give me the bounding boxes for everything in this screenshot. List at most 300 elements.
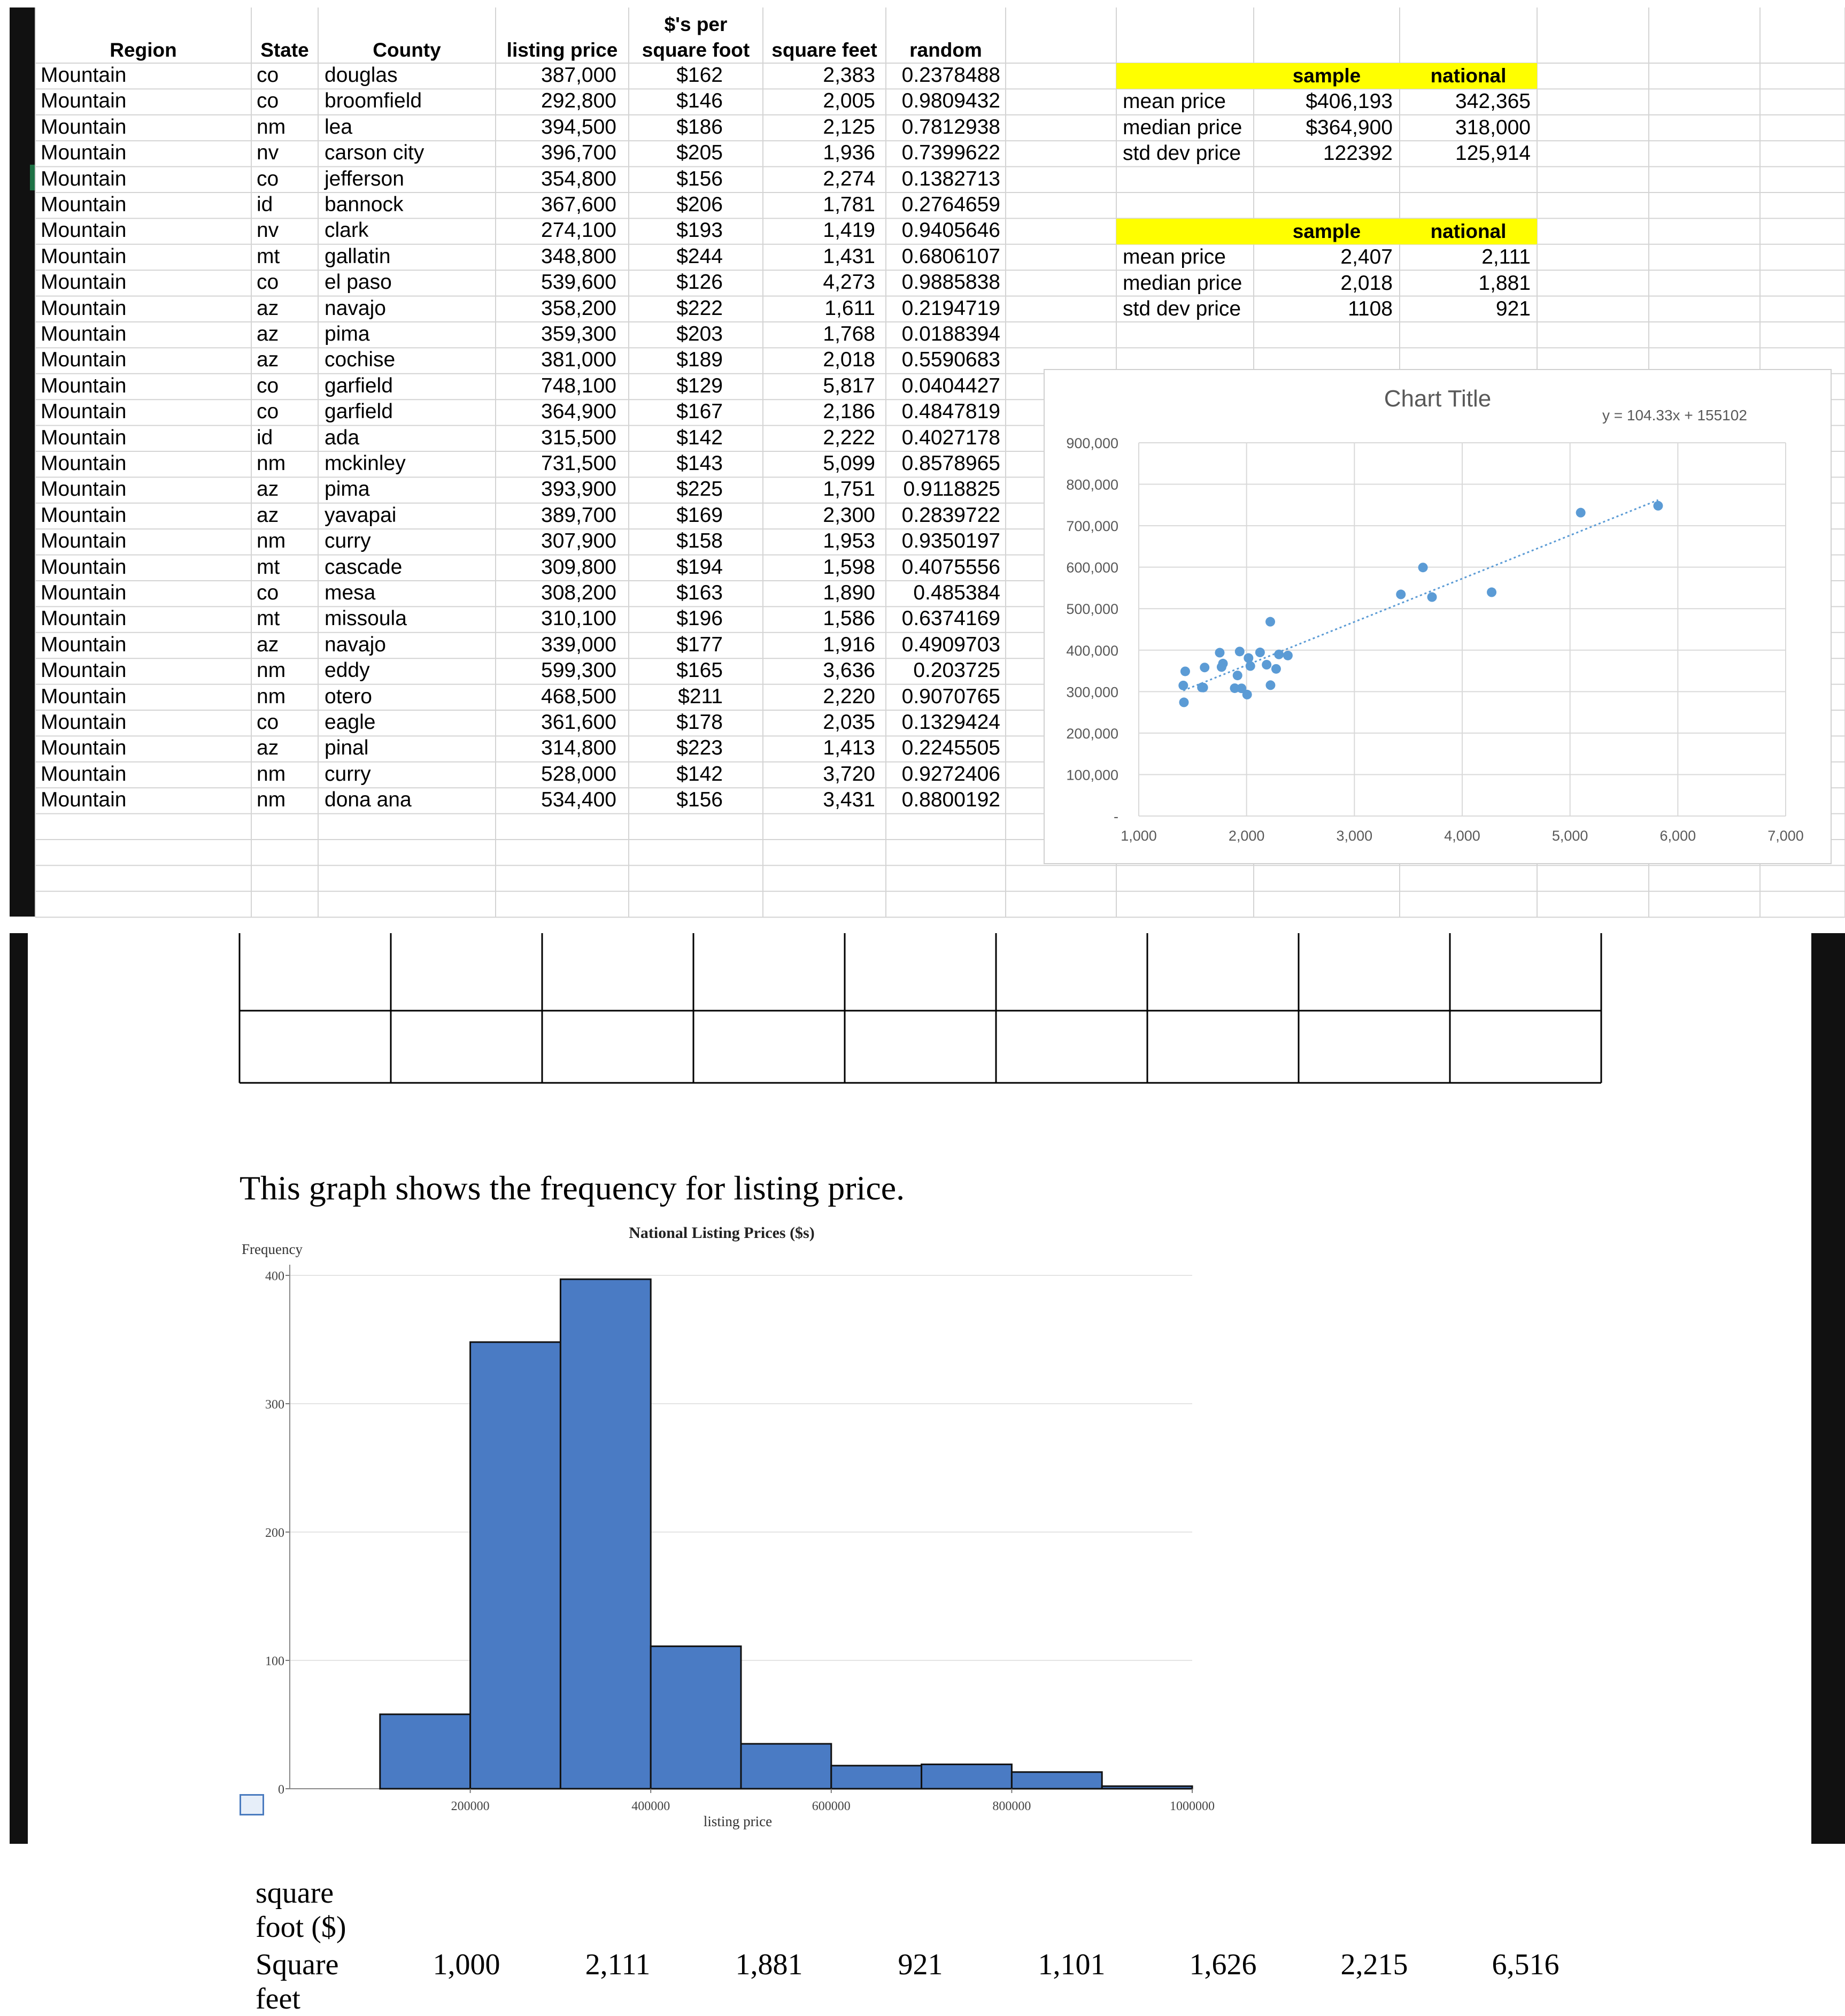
cell-listing-price: 314,800 xyxy=(541,736,616,760)
cell-county: garfield xyxy=(325,374,393,397)
cell-listing-price: 309,800 xyxy=(541,555,616,579)
cell-listing-price: 539,600 xyxy=(541,271,616,294)
cell-per-sqft: $177 xyxy=(676,633,723,656)
cell-listing-price: 748,100 xyxy=(541,374,616,397)
scatter-point xyxy=(1230,683,1239,693)
cell-region: Mountain xyxy=(41,633,127,656)
scatter-point xyxy=(1427,593,1437,602)
cell-state: mt xyxy=(257,555,280,579)
cell-region: Mountain xyxy=(41,141,127,165)
cell-square-feet: 2,186 xyxy=(823,400,875,424)
cell-random: 0.6806107 xyxy=(901,244,1000,268)
cell-random: 0.9350197 xyxy=(901,529,1000,553)
cell-listing-price: 358,200 xyxy=(541,296,616,320)
cell-region: Mountain xyxy=(41,64,127,87)
spreadsheet-screenshot xyxy=(0,0,1845,917)
header-per-sqft-line2: square foot xyxy=(642,39,750,61)
cell-square-feet: 2,005 xyxy=(823,89,875,113)
scatter-y-tick-label: 700,000 xyxy=(1066,518,1118,535)
cell-square-feet: 1,413 xyxy=(823,736,875,760)
scatter-y-tick-label: - xyxy=(1114,809,1118,825)
scatter-point xyxy=(1197,683,1207,692)
cell-listing-price: 354,800 xyxy=(541,167,616,190)
histogram-y-tick-label: 0 xyxy=(278,1783,284,1797)
scatter-x-tick-label: 3,000 xyxy=(1336,828,1373,844)
cell-state: mt xyxy=(257,244,280,268)
cell-county: missoula xyxy=(325,607,407,630)
histogram-x-tick-label: 800000 xyxy=(992,1799,1031,1813)
cell-square-feet: 1,431 xyxy=(823,244,875,268)
cell-square-feet: 5,099 xyxy=(823,452,875,475)
scatter-y-tick-label: 200,000 xyxy=(1066,725,1118,742)
histogram-bar xyxy=(1012,1772,1102,1789)
cell-state: nm xyxy=(257,115,286,138)
cell-random: 0.4847819 xyxy=(901,400,1000,424)
cell-listing-price: 396,700 xyxy=(541,141,616,165)
cell-listing-price: 310,100 xyxy=(541,607,616,630)
cell-county: curry xyxy=(325,762,371,786)
scatter-y-tick-label: 400,000 xyxy=(1066,642,1118,659)
cell-county: yavapai xyxy=(325,503,397,527)
table-row2-value: 2,215 xyxy=(1340,1948,1408,1981)
cell-county: jefferson xyxy=(325,167,404,190)
cell-region: Mountain xyxy=(41,607,127,630)
cell-square-feet: 5,817 xyxy=(823,374,875,397)
sqft-summary-national-value: 2,111 xyxy=(1481,245,1531,269)
sqft-summary-row-label: std dev price xyxy=(1123,297,1241,321)
cell-county: mckinley xyxy=(325,452,406,475)
cell-county: navajo xyxy=(325,296,386,320)
cell-square-feet: 1,953 xyxy=(823,529,875,553)
scatter-point xyxy=(1244,653,1253,663)
cell-random: 0.2245505 xyxy=(901,736,1000,760)
cell-county: bannock xyxy=(325,193,404,216)
histogram-title: National Listing Prices ($s) xyxy=(629,1224,815,1242)
header-listing-price: listing price xyxy=(506,39,618,61)
cell-county: douglas xyxy=(325,64,398,87)
cell-per-sqft: $196 xyxy=(676,607,723,630)
table-row2-value: 921 xyxy=(898,1948,943,1981)
cell-county: eddy xyxy=(325,659,370,682)
cell-per-sqft: $163 xyxy=(676,581,723,604)
sqft-summary-sample-value: 2,018 xyxy=(1340,271,1393,295)
histogram-x-tick-label: 600000 xyxy=(812,1799,851,1813)
histogram-y-tick-label: 100 xyxy=(265,1655,284,1668)
trendline-equation: y = 104.33x + 155102 xyxy=(1602,407,1747,424)
scatter-y-tick-label: 900,000 xyxy=(1066,435,1118,451)
cell-per-sqft: $222 xyxy=(676,296,723,320)
cell-random: 0.2764659 xyxy=(901,193,1000,216)
cell-per-sqft: $178 xyxy=(676,711,723,734)
price-summary-col-national: national xyxy=(1430,65,1507,87)
histogram-bar xyxy=(560,1279,651,1789)
scatter-chart xyxy=(1045,370,1831,863)
cell-random: 0.2839722 xyxy=(901,503,1000,527)
cell-region: Mountain xyxy=(41,659,127,682)
scatter-point xyxy=(1271,664,1281,674)
cell-square-feet: 3,720 xyxy=(823,762,875,786)
cell-square-feet: 1,890 xyxy=(823,581,875,604)
cell-listing-price: 359,300 xyxy=(541,322,616,345)
cell-random: 0.9885838 xyxy=(901,271,1000,294)
cell-state: nm xyxy=(257,529,286,553)
scatter-point xyxy=(1215,648,1224,658)
cell-listing-price: 393,900 xyxy=(541,478,616,501)
scatter-title: Chart Title xyxy=(1384,386,1492,412)
cell-per-sqft: $186 xyxy=(676,115,723,138)
cell-listing-price: 381,000 xyxy=(541,348,616,372)
scatter-point xyxy=(1178,681,1188,690)
scatter-y-tick-label: 300,000 xyxy=(1066,684,1118,701)
cell-random: 0.203725 xyxy=(913,659,1000,682)
cell-per-sqft: $142 xyxy=(676,426,723,449)
cell-square-feet: 3,636 xyxy=(823,659,875,682)
cell-region: Mountain xyxy=(41,400,127,424)
cell-random: 0.7399622 xyxy=(901,141,1000,165)
cell-region: Mountain xyxy=(41,89,127,113)
scatter-point xyxy=(1255,648,1265,657)
price-summary-national-value: 318,000 xyxy=(1455,116,1531,139)
cell-per-sqft: $142 xyxy=(676,762,723,786)
cell-state: co xyxy=(257,271,279,294)
cell-state: nm xyxy=(257,659,286,682)
cell-per-sqft: $169 xyxy=(676,503,723,527)
scatter-point xyxy=(1179,697,1188,707)
cell-region: Mountain xyxy=(41,348,127,372)
price-summary-national-value: 342,365 xyxy=(1455,90,1531,113)
cell-random: 0.2194719 xyxy=(901,296,1000,320)
cell-square-feet: 2,125 xyxy=(823,115,875,138)
cell-listing-price: 292,800 xyxy=(541,89,616,113)
cell-random: 0.0188394 xyxy=(901,322,1000,345)
cell-random: 0.9405646 xyxy=(901,219,1000,242)
cell-state: nm xyxy=(257,788,286,812)
histogram-bar xyxy=(741,1744,831,1789)
sqft-summary-row-label: mean price xyxy=(1123,245,1226,269)
cell-square-feet: 1,936 xyxy=(823,141,875,165)
table-row2-value: 2,111 xyxy=(585,1948,651,1981)
histogram-y-tick-label: 200 xyxy=(265,1526,284,1540)
histogram-x-tick-label: 1000000 xyxy=(1170,1799,1215,1813)
cell-state: az xyxy=(257,296,279,320)
scatter-point xyxy=(1262,660,1271,670)
cell-random: 0.2378488 xyxy=(901,64,1000,87)
cell-square-feet: 2,018 xyxy=(823,348,875,372)
cell-state: co xyxy=(257,400,279,424)
scatter-point xyxy=(1418,563,1428,572)
scatter-point xyxy=(1396,590,1406,599)
price-summary-sample-value: $406,193 xyxy=(1306,90,1393,113)
cell-random: 0.1329424 xyxy=(901,711,1000,734)
cell-state: nm xyxy=(257,684,286,708)
cell-region: Mountain xyxy=(41,555,127,579)
cell-state: id xyxy=(257,193,273,216)
cell-square-feet: 2,274 xyxy=(823,167,875,190)
cell-county: otero xyxy=(325,684,372,708)
cell-region: Mountain xyxy=(41,581,127,604)
cell-listing-price: 367,600 xyxy=(541,193,616,216)
cell-square-feet: 3,431 xyxy=(823,788,875,812)
cell-listing-price: 364,900 xyxy=(541,400,616,424)
cell-listing-price: 468,500 xyxy=(541,684,616,708)
cell-state: co xyxy=(257,581,279,604)
cell-state: az xyxy=(257,322,279,345)
cell-county: pima xyxy=(325,478,370,501)
sqft-summary-col-national: national xyxy=(1430,220,1507,242)
cell-region: Mountain xyxy=(41,193,127,216)
table-row2-value: 6,516 xyxy=(1492,1948,1560,1981)
cell-listing-price: 394,500 xyxy=(541,115,616,138)
scatter-x-tick-label: 2,000 xyxy=(1228,828,1265,844)
scatter-trendline xyxy=(1183,500,1658,690)
cell-per-sqft: $203 xyxy=(676,322,723,345)
histogram-x-tick-label: 400000 xyxy=(631,1799,670,1813)
cell-listing-price: 528,000 xyxy=(541,762,616,786)
table-row1-label: square xyxy=(256,1876,334,1910)
scatter-x-tick-label: 1,000 xyxy=(1121,828,1157,844)
scatter-point xyxy=(1246,661,1255,671)
table-row2-value: 1,000 xyxy=(433,1948,500,1981)
cell-listing-price: 599,300 xyxy=(541,659,616,682)
cell-random: 0.4909703 xyxy=(901,633,1000,656)
scatter-point xyxy=(1233,671,1242,680)
cell-random: 0.8800192 xyxy=(901,788,1000,812)
cell-county: ada xyxy=(325,426,360,449)
cell-county: el paso xyxy=(325,271,392,294)
table-row2-label: Square xyxy=(256,1948,339,1981)
cell-region: Mountain xyxy=(41,684,127,708)
scatter-y-tick-label: 600,000 xyxy=(1066,559,1118,576)
cell-per-sqft: $167 xyxy=(676,400,723,424)
cell-listing-price: 274,100 xyxy=(541,219,616,242)
histogram-y-tick-label: 400 xyxy=(265,1269,284,1283)
cell-per-sqft: $193 xyxy=(676,219,723,242)
cell-region: Mountain xyxy=(41,271,127,294)
histogram-bar xyxy=(470,1342,561,1789)
table-row2-value: 1,101 xyxy=(1038,1948,1106,1981)
cell-county: garfield xyxy=(325,400,393,424)
header-state: State xyxy=(260,39,309,61)
price-summary-row-label: std dev price xyxy=(1123,142,1241,165)
cell-county: curry xyxy=(325,529,371,553)
cell-state: co xyxy=(257,64,279,87)
scatter-point xyxy=(1217,662,1226,672)
cell-random: 0.9070765 xyxy=(901,684,1000,708)
cell-square-feet: 1,751 xyxy=(823,478,875,501)
histogram-x-label: listing price xyxy=(703,1813,773,1829)
price-summary-col-sample: sample xyxy=(1292,65,1361,87)
cell-per-sqft: $205 xyxy=(676,141,723,165)
price-summary-row-label: median price xyxy=(1123,116,1242,139)
sqft-summary-national-value: 1,881 xyxy=(1478,271,1531,295)
cell-county: pinal xyxy=(325,736,369,760)
cell-region: Mountain xyxy=(41,374,127,397)
cell-region: Mountain xyxy=(41,478,127,501)
cell-listing-price: 387,000 xyxy=(541,64,616,87)
cell-state: co xyxy=(257,711,279,734)
cell-square-feet: 1,598 xyxy=(823,555,875,579)
scatter-chart-panel[interactable] xyxy=(1044,369,1832,864)
cell-state: mt xyxy=(257,607,280,630)
cell-random: 0.8578965 xyxy=(901,452,1000,475)
table-row2-value: 1,626 xyxy=(1189,1948,1257,1981)
table-row2-value: 1,881 xyxy=(735,1948,803,1981)
cell-region: Mountain xyxy=(41,503,127,527)
cell-state: id xyxy=(257,426,273,449)
scatter-x-tick-label: 5,000 xyxy=(1551,828,1588,844)
cell-listing-price: 731,500 xyxy=(541,452,616,475)
scatter-point xyxy=(1265,617,1275,627)
histogram-y-tick-label: 300 xyxy=(265,1398,284,1412)
cell-county: pima xyxy=(325,322,370,345)
scatter-point xyxy=(1180,666,1190,676)
cell-per-sqft: $223 xyxy=(676,736,723,760)
cell-region: Mountain xyxy=(41,736,127,760)
cell-listing-price: 308,200 xyxy=(541,581,616,604)
cell-listing-price: 307,900 xyxy=(541,529,616,553)
sqft-summary-row-label: median price xyxy=(1123,271,1242,295)
scatter-y-tick-label: 800,000 xyxy=(1066,476,1118,493)
cell-square-feet: 1,586 xyxy=(823,607,875,630)
sqft-summary-sample-value: 2,407 xyxy=(1340,245,1393,269)
cell-square-feet: 1,611 xyxy=(824,296,875,320)
cell-per-sqft: $129 xyxy=(676,374,723,397)
cell-random: 0.6374169 xyxy=(901,607,1000,630)
cell-county: lea xyxy=(325,115,353,138)
cell-listing-price: 389,700 xyxy=(541,503,616,527)
price-summary-national-value: 125,914 xyxy=(1455,142,1531,165)
cell-per-sqft: $143 xyxy=(676,452,723,475)
table-row2-label: feet xyxy=(256,1982,300,2015)
cell-state: nv xyxy=(257,141,279,165)
histogram-bar xyxy=(831,1766,922,1789)
cell-square-feet: 1,916 xyxy=(823,633,875,656)
cell-square-feet: 1,768 xyxy=(823,322,875,345)
header-square-feet: square feet xyxy=(771,39,877,61)
cell-listing-price: 339,000 xyxy=(541,633,616,656)
cell-random: 0.485384 xyxy=(913,581,1000,604)
cell-county: gallatin xyxy=(325,244,391,268)
cell-county: mesa xyxy=(325,581,376,604)
cell-per-sqft: $146 xyxy=(676,89,723,113)
histogram-y-label: Frequency xyxy=(242,1241,303,1257)
table-row1-label: foot ($) xyxy=(256,1911,346,1944)
cell-listing-price: 534,400 xyxy=(541,788,616,812)
cell-state: az xyxy=(257,478,279,501)
cell-square-feet: 1,419 xyxy=(823,219,875,242)
header-per-sqft-line1: $'s per xyxy=(664,13,728,35)
scatter-point xyxy=(1576,508,1586,518)
cell-state: nm xyxy=(257,452,286,475)
cell-county: clark xyxy=(325,219,369,242)
cell-county: navajo xyxy=(325,633,386,656)
cell-county: carson city xyxy=(325,141,424,165)
cell-random: 0.9272406 xyxy=(901,762,1000,786)
scatter-point xyxy=(1274,650,1284,659)
cell-state: nv xyxy=(257,219,279,242)
price-summary-sample-value: 122392 xyxy=(1323,142,1393,165)
cell-random: 0.0404427 xyxy=(901,374,1000,397)
cell-region: Mountain xyxy=(41,762,127,786)
cell-per-sqft: $194 xyxy=(676,555,723,579)
cell-county: cochise xyxy=(325,348,396,372)
histogram-bar xyxy=(651,1646,741,1789)
cell-square-feet: 2,220 xyxy=(823,684,875,708)
cell-county: broomfield xyxy=(325,89,422,113)
scatter-point xyxy=(1235,647,1245,656)
cell-random: 0.1382713 xyxy=(901,167,1000,190)
cell-per-sqft: $156 xyxy=(676,167,723,190)
cell-per-sqft: $225 xyxy=(676,478,723,501)
scatter-point xyxy=(1653,501,1663,511)
cell-state: az xyxy=(257,503,279,527)
scatter-point xyxy=(1283,651,1293,660)
cell-square-feet: 2,383 xyxy=(823,64,875,87)
histogram-bar xyxy=(1102,1786,1192,1789)
notes-icon[interactable] xyxy=(240,1794,264,1815)
cell-county: dona ana xyxy=(325,788,412,812)
price-summary-row-label: mean price xyxy=(1123,90,1226,113)
cell-region: Mountain xyxy=(41,167,127,190)
histogram-x-tick-label: 200000 xyxy=(451,1799,490,1813)
cell-county: eagle xyxy=(325,711,376,734)
histogram-bar xyxy=(380,1714,470,1789)
cell-region: Mountain xyxy=(41,711,127,734)
scatter-x-tick-label: 4,000 xyxy=(1444,828,1480,844)
cell-random: 0.9118825 xyxy=(903,478,1000,501)
cell-per-sqft: $211 xyxy=(678,684,723,708)
header-random: random xyxy=(909,39,982,61)
histogram-bar xyxy=(922,1764,1012,1789)
cell-region: Mountain xyxy=(41,426,127,449)
cell-region: Mountain xyxy=(41,244,127,268)
scatter-y-tick-label: 100,000 xyxy=(1066,767,1118,783)
cell-random: 0.9809432 xyxy=(901,89,1000,113)
cell-state: az xyxy=(257,633,279,656)
cell-region: Mountain xyxy=(41,322,127,345)
cell-square-feet: 2,300 xyxy=(823,503,875,527)
cell-per-sqft: $126 xyxy=(676,271,723,294)
cell-random: 0.7812938 xyxy=(901,115,1000,138)
cell-per-sqft: $165 xyxy=(676,659,723,682)
scatter-point xyxy=(1265,680,1275,690)
price-summary-sample-value: $364,900 xyxy=(1306,116,1393,139)
cell-listing-price: 315,500 xyxy=(541,426,616,449)
cell-listing-price: 348,800 xyxy=(541,244,616,268)
cell-state: co xyxy=(257,374,279,397)
cell-per-sqft: $156 xyxy=(676,788,723,812)
cell-square-feet: 1,781 xyxy=(823,193,875,216)
cell-random: 0.5590683 xyxy=(901,348,1000,372)
cell-per-sqft: $244 xyxy=(676,244,723,268)
header-county: County xyxy=(373,39,441,61)
cell-per-sqft: $162 xyxy=(676,64,723,87)
sqft-summary-col-sample: sample xyxy=(1292,220,1361,242)
cell-region: Mountain xyxy=(41,296,127,320)
cell-per-sqft: $158 xyxy=(676,529,723,553)
cell-region: Mountain xyxy=(41,219,127,242)
scatter-x-tick-label: 6,000 xyxy=(1659,828,1696,844)
sqft-summary-national-value: 921 xyxy=(1495,297,1531,321)
scatter-y-tick-label: 500,000 xyxy=(1066,601,1118,618)
cell-square-feet: 4,273 xyxy=(823,271,875,294)
cell-listing-price: 361,600 xyxy=(541,711,616,734)
cell-square-feet: 2,222 xyxy=(823,426,875,449)
cell-square-feet: 2,035 xyxy=(823,711,875,734)
cell-region: Mountain xyxy=(41,529,127,553)
scatter-x-tick-label: 7,000 xyxy=(1767,828,1804,844)
histogram-chart xyxy=(230,1211,1460,1829)
